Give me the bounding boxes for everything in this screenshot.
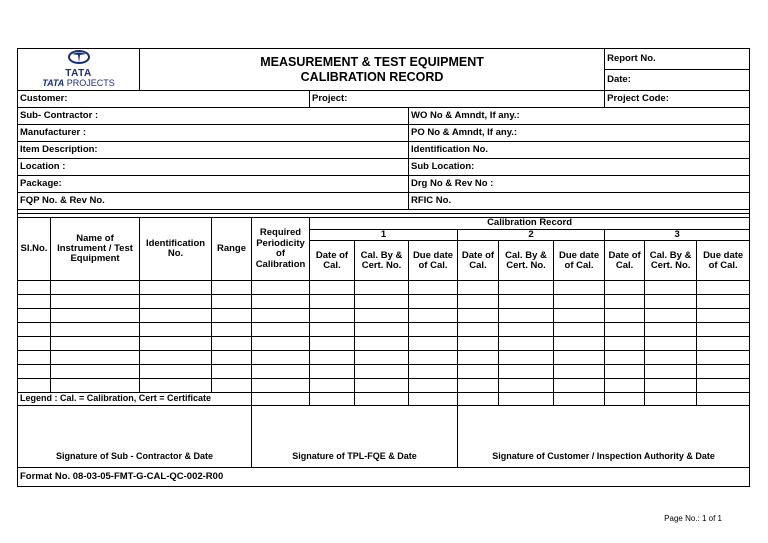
table-cell [554, 379, 605, 393]
table-cell [140, 323, 212, 337]
tata-logo-icon [68, 50, 90, 64]
table-cell [697, 281, 750, 295]
table-cell [212, 295, 252, 309]
table-cell [355, 281, 409, 295]
table-cell [499, 323, 554, 337]
table-cell [499, 351, 554, 365]
table-cell [645, 323, 697, 337]
table-cell [605, 309, 645, 323]
table-cell [51, 365, 140, 379]
po-no-field: PO No & Amndt, If any.: [409, 125, 750, 142]
legend: Legend : Cal. = Calibration, Cert = Certificate [18, 393, 252, 406]
table-cell [355, 365, 409, 379]
table-cell [212, 323, 252, 337]
signature-sub-contractor: Signature of Sub - Contractor & Date [18, 406, 252, 468]
table-cell [140, 379, 212, 393]
table-cell [252, 351, 310, 365]
table-cell [51, 351, 140, 365]
table-cell [499, 295, 554, 309]
table-cell [310, 337, 355, 351]
table-cell [310, 351, 355, 365]
table-cell [212, 351, 252, 365]
table-cell [51, 295, 140, 309]
table-cell [458, 365, 499, 379]
table-cell [458, 295, 499, 309]
table-cell [554, 281, 605, 295]
table-row [18, 337, 750, 351]
table-cell [409, 281, 458, 295]
table-row [18, 365, 750, 379]
wo-no-field: WO No & Amndt, If any.: [409, 108, 750, 125]
table-cell [605, 351, 645, 365]
table-cell [554, 323, 605, 337]
table-cell [140, 281, 212, 295]
table-cell [645, 365, 697, 379]
table-cell [697, 337, 750, 351]
table-cell [212, 337, 252, 351]
manufacturer-field: Manufacturer : [18, 125, 409, 142]
table-cell [499, 281, 554, 295]
sub-date-of-cal: Date of Cal. [605, 241, 645, 281]
table-cell [310, 295, 355, 309]
logo-name: TATA [65, 67, 92, 79]
table-cell [499, 379, 554, 393]
table-cell [645, 295, 697, 309]
table-cell [499, 337, 554, 351]
table-cell [18, 309, 51, 323]
table-cell [554, 309, 605, 323]
table-cell [409, 295, 458, 309]
table-cell [605, 281, 645, 295]
table-cell [409, 365, 458, 379]
table-row [18, 295, 750, 309]
signature-customer: Signature of Customer / Inspection Authority & Date [458, 406, 750, 468]
table-cell [605, 379, 645, 393]
table-cell [697, 393, 750, 406]
table-cell [212, 379, 252, 393]
sub-location-field: Sub Location: [409, 159, 750, 176]
table-cell [458, 281, 499, 295]
table-cell [310, 393, 355, 406]
table-cell [554, 295, 605, 309]
table-cell [355, 393, 409, 406]
table-cell [355, 351, 409, 365]
table-cell [18, 295, 51, 309]
table-cell [18, 337, 51, 351]
sub-date-of-cal: Date of Cal. [458, 241, 499, 281]
item-description-field: Item Description: [18, 142, 409, 159]
package-field: Package: [18, 176, 409, 193]
table-cell [458, 351, 499, 365]
table-cell [554, 365, 605, 379]
table-cell [212, 365, 252, 379]
table-cell [355, 309, 409, 323]
table-cell [18, 351, 51, 365]
table-cell [140, 337, 212, 351]
table-cell [554, 393, 605, 406]
table-cell [51, 337, 140, 351]
group-2: 2 [458, 230, 605, 241]
table-cell [605, 295, 645, 309]
table-cell [355, 295, 409, 309]
table-cell [554, 337, 605, 351]
table-cell [605, 393, 645, 406]
table-cell [18, 365, 51, 379]
table-cell [409, 351, 458, 365]
table-cell [409, 337, 458, 351]
group-3: 3 [605, 230, 750, 241]
form-title: MEASUREMENT & TEST EQUIPMENT CALIBRATION RECORD [140, 49, 605, 91]
table-cell [310, 365, 355, 379]
table-cell [140, 309, 212, 323]
table-cell [409, 379, 458, 393]
table-cell [310, 281, 355, 295]
table-cell [605, 323, 645, 337]
sub-cal-by: Cal. By & Cert. No. [499, 241, 554, 281]
table-cell [499, 393, 554, 406]
logo [18, 49, 140, 91]
table-cell [409, 393, 458, 406]
sub-due-date: Due date of Cal. [409, 241, 458, 281]
table-row [18, 351, 750, 365]
group-1: 1 [310, 230, 458, 241]
table-cell [18, 379, 51, 393]
col-name: Name of Instrument / Test Equipment [51, 218, 140, 281]
table-row [18, 323, 750, 337]
table-cell [645, 393, 697, 406]
calibration-form [17, 48, 749, 487]
location-field: Location : [18, 159, 409, 176]
table-row [18, 379, 750, 393]
table-cell [645, 281, 697, 295]
sub-due-date: Due date of Cal. [697, 241, 750, 281]
date: Date: [605, 70, 750, 91]
col-periodicity: Required Periodicity of Calibration [252, 218, 310, 281]
table-cell [458, 309, 499, 323]
sub-cal-by: Cal. By & Cert. No. [355, 241, 409, 281]
table-cell [499, 309, 554, 323]
table-cell [51, 323, 140, 337]
table-cell [409, 309, 458, 323]
table-cell [409, 323, 458, 337]
table-cell [605, 365, 645, 379]
form-table [17, 48, 750, 487]
page-number: Page No.: 1 of 1 [664, 514, 722, 523]
rfic-no-field: RFIC No. [409, 193, 750, 210]
table-cell [697, 323, 750, 337]
table-cell [310, 309, 355, 323]
table-cell [355, 323, 409, 337]
fqp-no-field: FQP No. & Rev No. [18, 193, 409, 210]
table-cell [252, 379, 310, 393]
table-cell [697, 365, 750, 379]
project-code-field: Project Code: [605, 91, 750, 108]
table-cell [252, 281, 310, 295]
col-range: Range [212, 218, 252, 281]
table-cell [458, 323, 499, 337]
table-cell [697, 351, 750, 365]
table-cell [18, 323, 51, 337]
table-cell [18, 281, 51, 295]
table-cell [697, 309, 750, 323]
table-cell [645, 337, 697, 351]
col-identification: Identification No. [140, 218, 212, 281]
table-cell [252, 365, 310, 379]
format-no: Format No. 08-03-05-FMT-G-CAL-QC-002-R00 [18, 468, 750, 487]
table-cell [605, 337, 645, 351]
signature-tpl: Signature of TPL-FQE & Date [252, 406, 458, 468]
table-cell [252, 323, 310, 337]
table-cell [697, 379, 750, 393]
table-cell [212, 309, 252, 323]
table-cell [499, 365, 554, 379]
table-cell [252, 393, 310, 406]
table-cell [458, 337, 499, 351]
table-cell [310, 323, 355, 337]
table-cell [140, 365, 212, 379]
blank-rows [18, 281, 750, 393]
table-cell [355, 337, 409, 351]
table-cell [51, 281, 140, 295]
table-row [18, 309, 750, 323]
table-cell [355, 379, 409, 393]
table-cell [645, 379, 697, 393]
table-cell [252, 295, 310, 309]
table-cell [252, 337, 310, 351]
calibration-record-header: Calibration Record [310, 218, 750, 230]
table-cell [697, 295, 750, 309]
table-cell [212, 281, 252, 295]
sub-contractor-field: Sub- Contractor : [18, 108, 409, 125]
table-cell [645, 351, 697, 365]
drg-no-field: Drg No & Rev No : [409, 176, 750, 193]
table-cell [252, 309, 310, 323]
sub-date-of-cal: Date of Cal. [310, 241, 355, 281]
table-cell [140, 295, 212, 309]
identification-no-field: Identification No. [409, 142, 750, 159]
table-cell [458, 393, 499, 406]
table-cell [645, 309, 697, 323]
project-field: Project: [310, 91, 605, 108]
customer-field: Customer: [18, 91, 310, 108]
table-cell [140, 351, 212, 365]
col-sl-no: Sl.No. [18, 218, 51, 281]
table-cell [554, 351, 605, 365]
table-row [18, 281, 750, 295]
table-cell [51, 309, 140, 323]
sub-due-date: Due date of Cal. [554, 241, 605, 281]
sub-cal-by: Cal. By & Cert. No. [645, 241, 697, 281]
table-cell [458, 379, 499, 393]
report-no: Report No. [605, 49, 750, 70]
table-cell [51, 379, 140, 393]
table-cell [310, 379, 355, 393]
logo-tagline: TATA PROJECTS [42, 77, 115, 88]
